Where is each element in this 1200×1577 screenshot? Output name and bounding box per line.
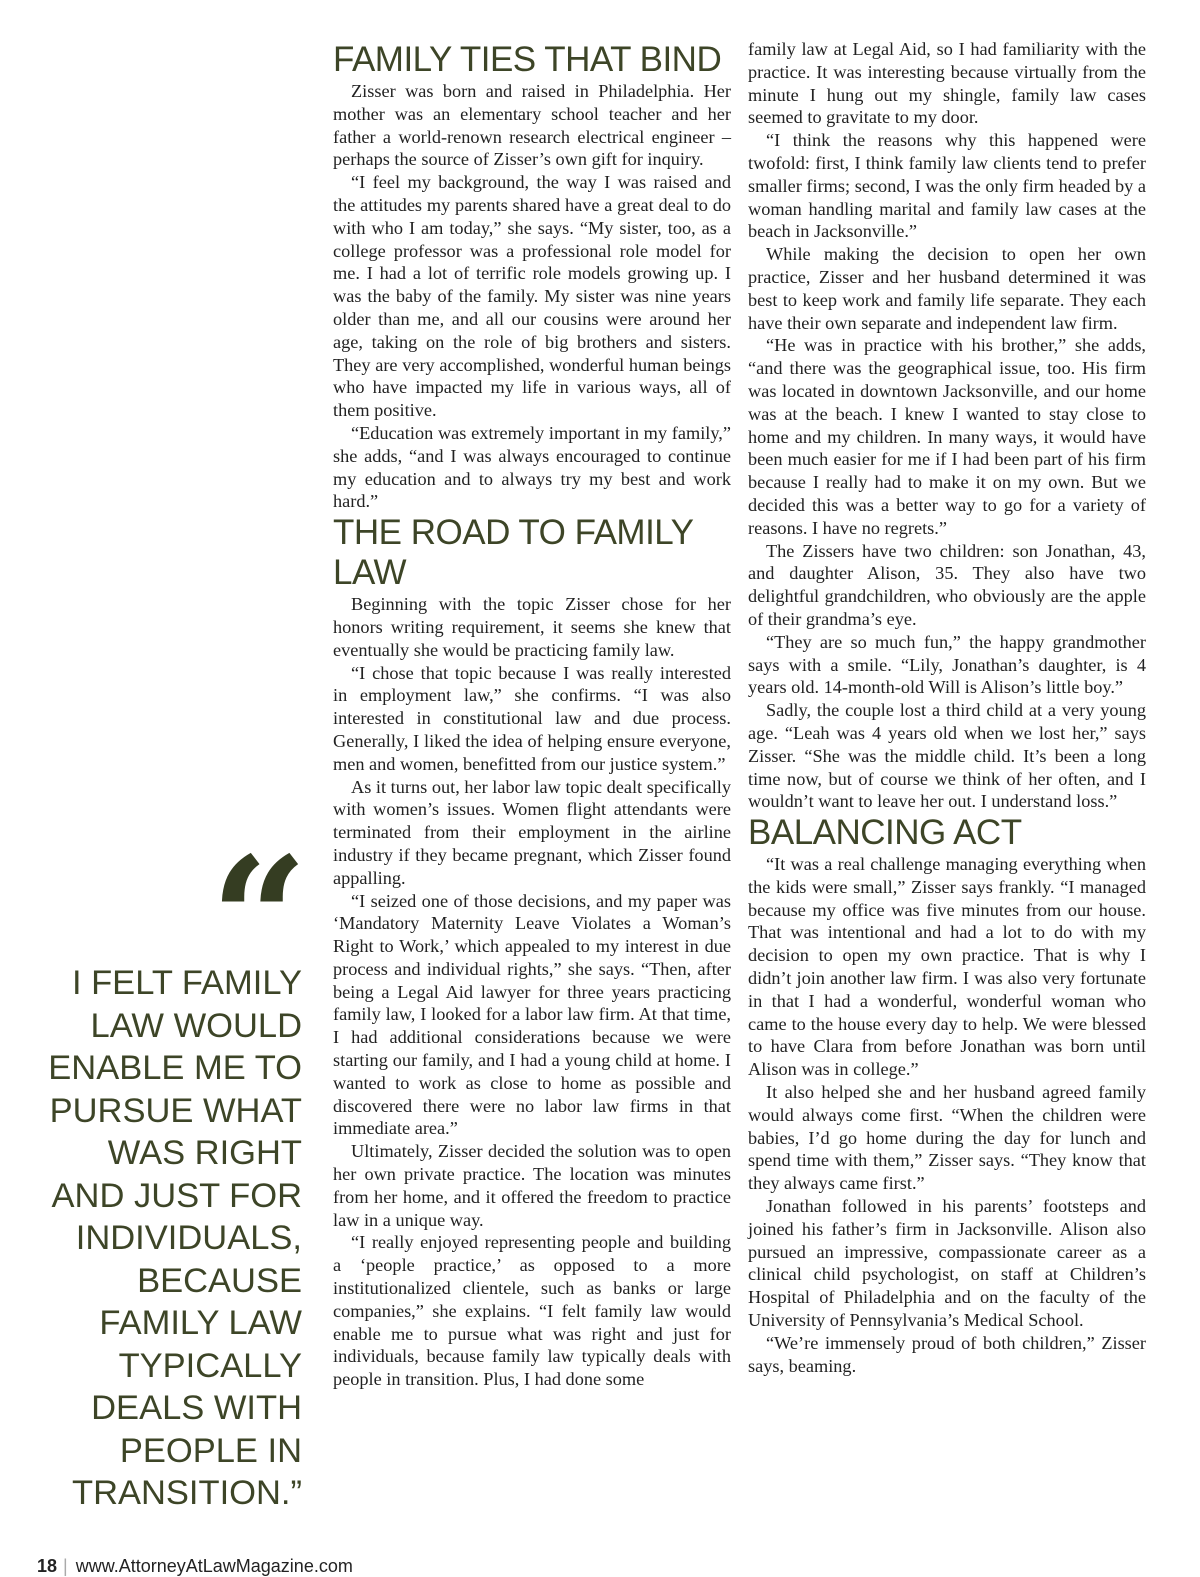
paragraph: Jonathan followed in his parents’ footsteps and joined his father’s firm in Jacksonville. Alison also pursued an impressive, compassionate career as a clinical child psychologist, on staff at Children’s Hospital of Philadelphia and on the faculty of the University of Pennsylvania’s Medical School. (748, 1196, 1146, 1331)
quote-mark-icon (30, 845, 302, 940)
paragraph: Beginning with the topic Zisser chose for her honors writing requirement, it seems she knew that eventually she would be practicing family law. (333, 594, 731, 660)
website-link[interactable]: www.AttorneyAtLawMagazine.com (75, 1556, 353, 1576)
paragraph: While making the decision to open her own practice, Zisser and her husband determined it was best to keep work and family life separate. They each have their own separate and independent law firm. (748, 244, 1146, 333)
footer-separator: | (63, 1556, 68, 1576)
paragraph: “It was a real challenge managing everything when the kids were small,” Zisser says frankly. “I managed because my office was five minutes from our house. That was intentional and had a lot to do with my decision to open my own practice. That is why I didn’t join another law firm. I was also very fortunate in that I had a wonderful, wonderful woman who came to the house every day to help. We were blessed to have Clara from before Jonathan was born until Alison was in college.” (748, 854, 1146, 1080)
paragraph: “He was in practice with his brother,” she adds, “and there was the geographical issue, too. His firm was located in downtown Jacksonville, and our home was at the beach. I knew I wanted to stay close to home and my children. In many ways, it would have been much easier for me if I had been part of his firm because I really had to make it on my own. But we decided this was a better way to go for a variety of reasons. I have no regrets.” (748, 335, 1146, 538)
paragraph: “They are so much fun,” the happy grandmother says with a smile. “Lily, Jonathan’s daughter, is 4 years old. 14-month-old Will is Alison’s little boy.” (748, 631, 1146, 698)
paragraph: “Education was extremely important in my family,” she adds, “and I was always encouraged to continue my education and to always try my best and work hard.” (333, 422, 731, 512)
page-number: 18 (37, 1556, 58, 1576)
page-footer (37, 1556, 353, 1577)
paragraph: “I think the reasons why this happened were twofold: first, I think family law clients tend to prefer smaller firms; second, I was the only firm headed by a woman handling marital and family law cases at the beach in Jacksonville.” (748, 130, 1146, 242)
section-heading-road-to-family-law: THE ROAD TO FAMILY LAW (333, 513, 693, 593)
paragraph: It also helped she and her husband agreed family would always come first. “When the children were babies, I’d go home during the day for lunch and spend time with them,” Zisser says. “They know that they always came first.” (748, 1082, 1146, 1194)
paragraph: Ultimately, Zisser decided the solution was to open her own private practice. The location was minutes from her home, and it offered the freedom to practice law in a unique way. (333, 1141, 731, 1230)
pull-quote (30, 845, 302, 1515)
paragraph: “I really enjoyed representing people and building a ‘people practice,’ as opposed to a more institutionalized clientele, such as banks or large companies,” she explains. “I felt family law would enable me to pursue what was right and just for individuals, because family law typically deals with people in transition. Plus, I had done some (333, 1232, 731, 1390)
paragraph: Sadly, the couple lost a third child at a very young age. “Leah was 4 years old when we lost her,” says Zisser. “She was the middle child. It’s been a long time now, but of course we think of her often, and I wouldn’t want to leave her out. I understand loss.” (748, 700, 1146, 812)
paragraph: “We’re immensely proud of both children,” Zisser says, beaming. (748, 1332, 1146, 1376)
pull-quote-text: I FELT FAMILY LAW WOULD ENABLE ME TO PURSUE WHAT WAS RIGHT AND JUST FOR INDIVIDUALS, BECAUSE FAMILY LAW TYPICALLY DEALS WITH PEOPLE IN TRANSITION.” (48, 964, 302, 1512)
section-heading-balancing-act: BALANCING ACT (748, 813, 1022, 853)
paragraph: As it turns out, her labor law topic dealt specifically with women’s issues. Women flight attendants were terminated from their employment in the airline industry if they became pregnant, which Zisser found appalling. (333, 776, 731, 888)
paragraph: “I chose that topic because I was really interested in employment law,” she confirms. “I was also interested in constitutional law and due process. Generally, I liked the idea of helping ensure everyone, men and women, benefitted from our justice system.” (333, 662, 731, 774)
paragraph: The Zissers have two children: son Jonathan, 43, and daughter Alison, 35. They also have two delightful grandchildren, who obviously are the apple of their grandma’s eye. (748, 540, 1146, 629)
section-heading-family-ties: FAMILY TIES THAT BIND (333, 40, 722, 79)
paragraph: “I feel my background, the way I was raised and the attitudes my parents shared have a great deal to do with who I am today,” she says. “My sister, too, as a college professor was a professional role model for me. I had a lot of terrific role models growing up. I was the baby of the family. My sister was nine years older than me, and all our cousins were around her age, taking on the role of big brothers and sisters. They are very accomplished, wonderful human beings who have impacted my life in various ways, all of them positive. (333, 172, 731, 421)
paragraph-continued: family law at Legal Aid, so I had familiarity with the practice. It was interesting because virtually from the minute I hung out my shingle, family law cases seemed to gravitate to my door. (748, 39, 1146, 128)
article-column-right (748, 38, 1146, 1377)
paragraph: “I seized one of those decisions, and my paper was ‘Mandatory Maternity Leave Violates a Woman’s Right to Work,’ which appealed to my interest in due process and individual rights,” she says. “Then, after being a Legal Aid lawyer for three years practicing family law, I looked for a labor law firm. At that time, I had additional considerations because we were starting our family, and I had a young child at home. I wanted to work as close to home as possible and discovered there were no labor law firms in that immediate area.” (333, 890, 731, 1139)
article-column-left (333, 38, 731, 1391)
paragraph: Zisser was born and raised in Philadelphia. Her mother was an elementary school teacher and her father a world-renown research electrical engineer – perhaps the source of Zisser’s own gift for inquiry. (333, 81, 731, 170)
